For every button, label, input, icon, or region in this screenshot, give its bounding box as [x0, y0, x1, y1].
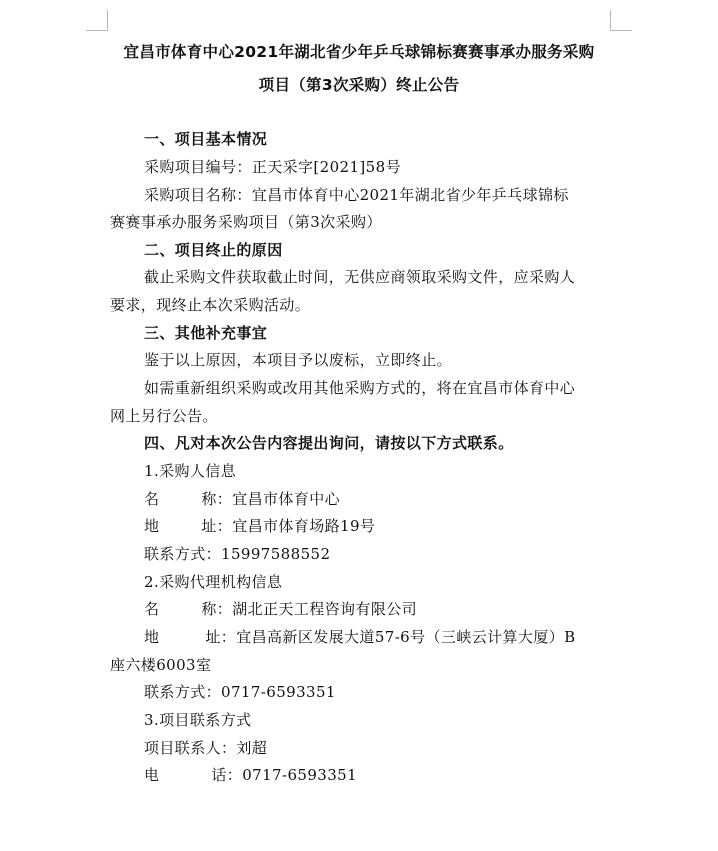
- document-title-line2: 项目（第3次采购）终止公告: [258, 76, 460, 94]
- termination-reason-line2: 要求，现终止本次采购活动。: [110, 296, 311, 314]
- purchaser-contact: 15997588552: [221, 545, 331, 563]
- purchaser-address-label-b: 址：: [201, 517, 233, 535]
- supplement-note1: 鉴于以上原因，本项目予以废标，立即终止。: [144, 351, 453, 369]
- agency-name-label-b: 称：: [201, 600, 233, 618]
- section1-heading: 一、项目基本情况: [144, 130, 268, 148]
- project-contact-tel-row: [144, 764, 357, 785]
- purchaser-address: 宜昌市体育场路19号: [232, 517, 376, 535]
- crop-mark-top-right: [610, 30, 632, 31]
- agency-address-label-a: 地: [144, 628, 160, 646]
- section4-heading: 四、凡对本次公告内容提出询问，请按以下方式联系。: [144, 434, 514, 452]
- agency-info-title: 2.采购代理机构信息: [144, 573, 283, 591]
- project-name-line1: 采购项目名称：宜昌市体育中心2021年湖北省少年乒乓球锦标: [144, 186, 569, 204]
- agency-contact: 0717-6593351: [221, 683, 336, 701]
- project-contact-title: 3.项目联系方式: [144, 711, 252, 729]
- agency-name: 湖北正天工程咨询有限公司: [232, 600, 418, 618]
- agency-contact-row: [144, 681, 336, 702]
- project-contact-tel: 0717-6593351: [242, 766, 358, 784]
- purchaser-name: 宜昌市体育中心: [232, 490, 341, 508]
- purchaser-info-title: 1.采购人信息: [144, 462, 237, 480]
- purchaser-contact-label: 联系方式：: [144, 545, 222, 563]
- supplement-note2-line1: 如需重新组织采购或改用其他采购方式的，将在宜昌市体育中心: [144, 379, 576, 397]
- agency-address-line2: 座六楼6003室: [110, 656, 212, 674]
- project-contact-tel-label-a: 电: [144, 766, 160, 784]
- project-number: 采购项目编号：正天采字[2021]58号: [144, 158, 401, 176]
- crop-mark-top-left-vertical: [107, 10, 108, 31]
- agency-address-row: [144, 626, 576, 647]
- agency-address-label-b: 址：: [205, 628, 237, 646]
- purchaser-address-row: [144, 515, 375, 536]
- agency-name-row: [144, 598, 417, 619]
- project-name-line2: 赛赛事承办服务采购项目（第3次采购）: [110, 213, 382, 231]
- agency-address-line1: 宜昌高新区发展大道57-6号（三峡云计算大厦）B: [236, 628, 576, 646]
- supplement-note2-line2: 网上另行公告。: [110, 407, 218, 425]
- section3-heading: 三、其他补充事宜: [144, 324, 268, 342]
- crop-mark-top-right-vertical: [610, 10, 611, 31]
- crop-mark-top-left: [86, 30, 108, 31]
- purchaser-contact-row: [144, 543, 330, 564]
- document-title-line1: 宜昌市体育中心2021年湖北省少年乒乓球锦标赛赛事承办服务采购: [123, 43, 595, 61]
- agency-contact-label: 联系方式：: [144, 683, 222, 701]
- section2-heading: 二、项目终止的原因: [144, 241, 283, 259]
- purchaser-name-label-b: 称：: [201, 490, 233, 508]
- project-contact-person-label: 项目联系人：: [144, 739, 237, 757]
- project-contact-person: 刘超: [236, 739, 268, 757]
- agency-name-label-a: 名: [144, 600, 160, 618]
- purchaser-name-label-a: 名: [144, 490, 160, 508]
- purchaser-address-label-a: 地: [144, 517, 160, 535]
- project-contact-tel-label-b: 话：: [211, 766, 243, 784]
- termination-reason-line1: 截止采购文件获取截止时间，无供应商领取采购文件，应采购人: [144, 268, 576, 286]
- purchaser-name-row: [144, 488, 340, 509]
- project-contact-person-row: [144, 737, 267, 758]
